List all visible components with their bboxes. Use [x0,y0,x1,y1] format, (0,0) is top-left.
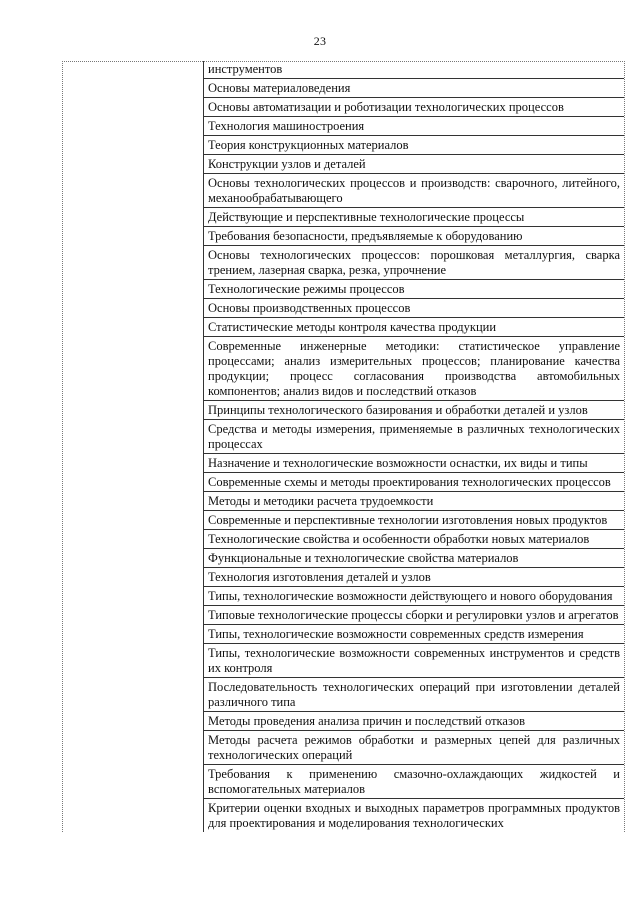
list-item: Технология изготовления деталей и узлов [204,568,624,587]
list-item: Статистические методы контроля качества продукции [204,318,624,337]
list-item: Методы проведения анализа причин и последствий отказов [204,712,624,731]
knowledge-table [62,61,625,832]
list-item: Типы, технологические возможности действующего и нового оборудования [204,587,624,606]
list-item: Технологические свойства и особенности обработки новых материалов [204,530,624,549]
list-item: Основы автоматизации и роботизации технологических процессов [204,98,624,117]
list-item: Требования безопасности, предъявляемые к оборудованию [204,227,624,246]
list-item: Типовые технологические процессы сборки и регулировки узлов и агрегатов [204,606,624,625]
list-item: Технология машиностроения [204,117,624,136]
list-item: Основы производственных процессов [204,299,624,318]
list-item: Современные и перспективные технологии изготовления новых продуктов [204,511,624,530]
list-item: Основы материаловедения [204,79,624,98]
list-item: Основы технологических процессов: порошковая металлургия, сварка трением, лазерная сварка, резка, упрочнение [204,246,624,280]
list-item: Современные схемы и методы проектирования технологических процессов [204,473,624,492]
list-item: Типы, технологические возможности современных средств измерения [204,625,624,644]
list-item: Средства и методы измерения, применяемые в различных технологических процессах [204,420,624,454]
list-item: Функциональные и технологические свойства материалов [204,549,624,568]
knowledge-column [204,62,625,833]
list-item: Конструкции узлов и деталей [204,155,624,174]
list-item: Последовательность технологических операций при изготовлении деталей различного типа [204,678,624,712]
list-item: Методы и методики расчета трудоемкости [204,492,624,511]
list-item: Типы, технологические возможности современных инструментов и средств их контроля [204,644,624,678]
list-item: Требования к применению смазочно-охлаждающих жидкостей и вспомогательных материалов [204,765,624,799]
label-column [63,62,204,833]
list-item: Действующие и перспективные технологические процессы [204,208,624,227]
list-item: инструментов [204,62,624,79]
list-item: Основы технологических процессов и производств: сварочного, литейного, механообрабатывающего [204,174,624,208]
list-item: Современные инженерные методики: статистическое управление процессами; анализ измерительных процессов; планирование качества продукции; процесс согласования производства автомобильных компонентов; анализ видов и последствий отказов [204,337,624,401]
list-item: Технологические режимы процессов [204,280,624,299]
list-item: Теория конструкционных материалов [204,136,624,155]
list-item: Назначение и технологические возможности оснастки, их виды и типы [204,454,624,473]
list-item: Принципы технологического базирования и обработки деталей и узлов [204,401,624,420]
page-number: 23 [313,34,327,48]
list-item: Критерии оценки входных и выходных параметров программных продуктов для проектирования и моделирования технологических [208,801,620,830]
list-item: Методы расчета режимов обработки и размерных цепей для различных технологических операций [204,731,624,765]
table-row [63,62,625,833]
